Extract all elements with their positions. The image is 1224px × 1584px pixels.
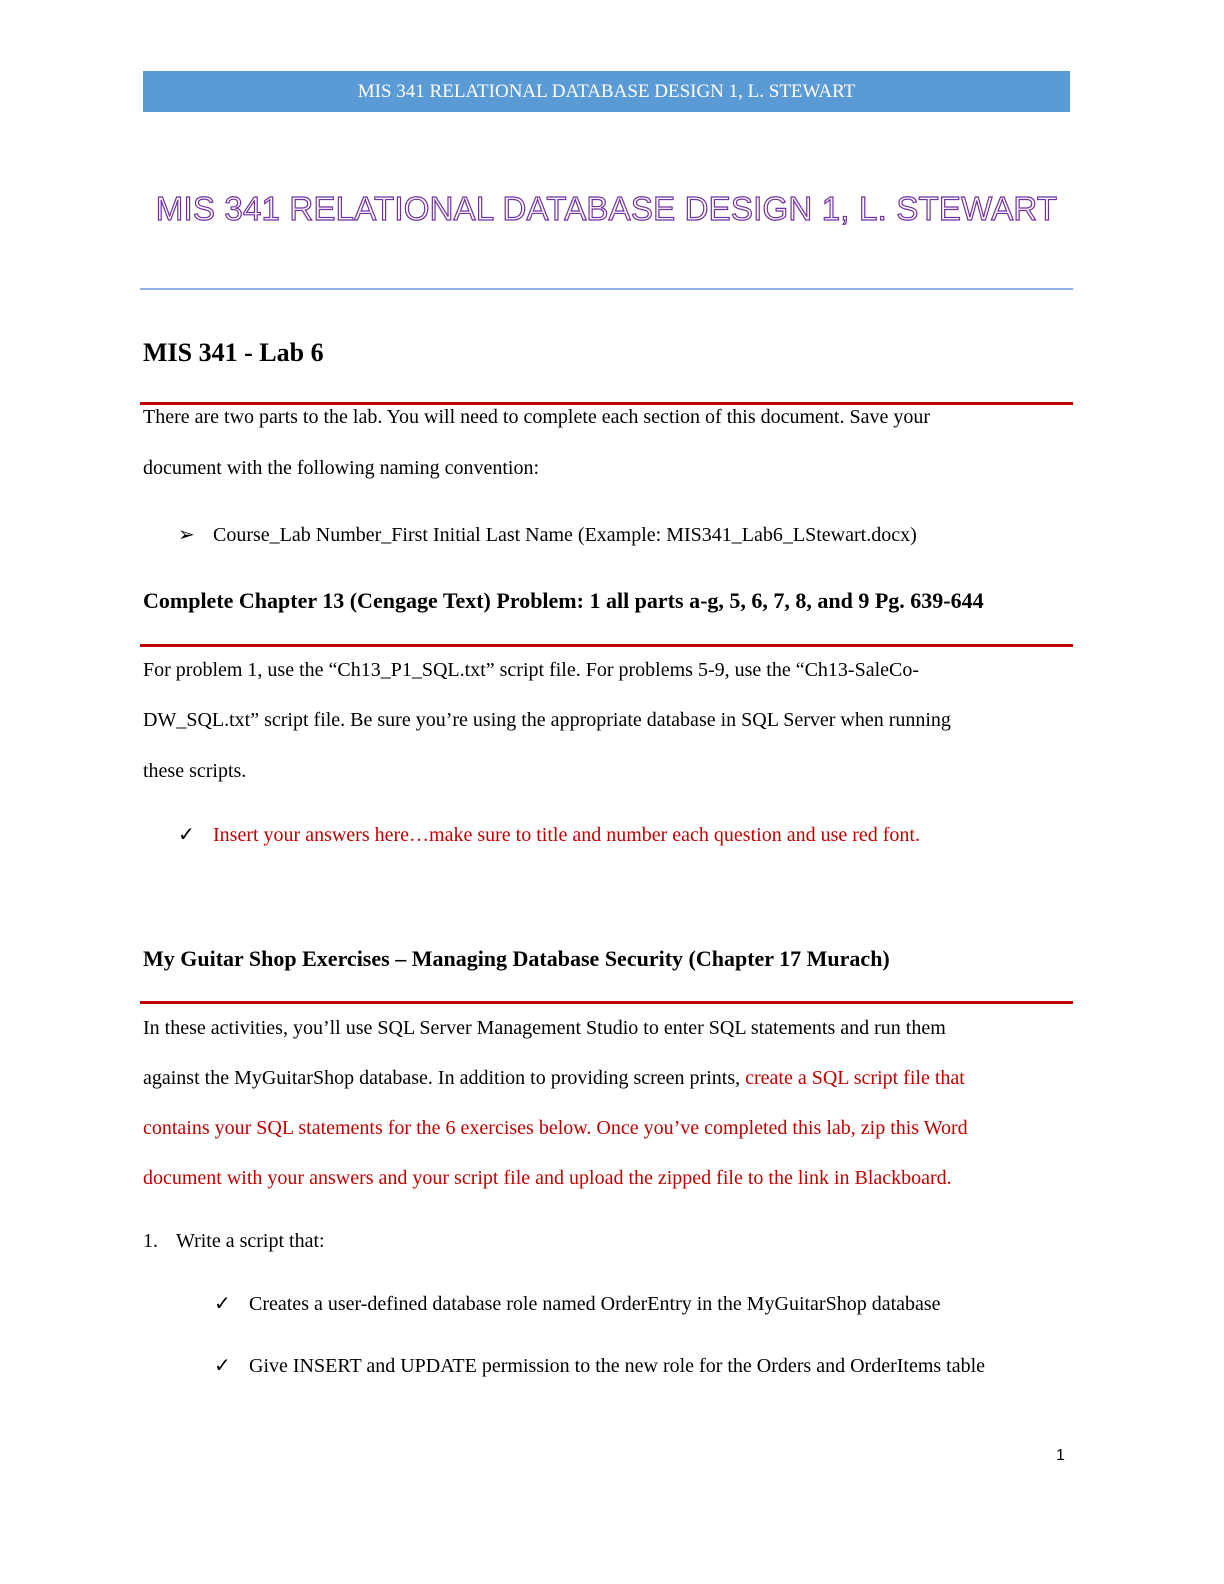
page-header-bar (143, 71, 1070, 112)
part2-line-1: In these activities, you’ll use SQL Server Management Studio to enter SQL statements and run them (143, 1017, 946, 1039)
exercise-1-text: Write a script that: (176, 1230, 325, 1252)
chapter13-heading: Complete Chapter 13 (Cengage Text) Problem: 1 all parts a-g, 5, 6, 7, 8, and 9 Pg. 639-644 (143, 588, 984, 613)
naming-bullet (178, 522, 917, 547)
part2-line-2-plain: against the MyGuitarShop database. In addition to providing screen prints, (143, 1067, 746, 1089)
part2-line-3: contains your SQL statements for the 6 exercises below. Once you’ve completed this lab, zip this Word (143, 1117, 968, 1139)
arrow-bullet-icon: ➢ (178, 524, 195, 546)
checkmark-icon: ✓ (178, 824, 195, 846)
chapter13-heading-rule (140, 644, 1073, 647)
intro-line-1: There are two parts to the lab. You will need to complete each section of this document. Save your (143, 406, 931, 428)
lab-heading-rule (140, 402, 1073, 405)
checkmark-icon: ✓ (214, 1293, 231, 1315)
exercise-1-sub-1 (214, 1291, 941, 1316)
naming-bullet-text: Course_Lab Number_First Initial Last Name (Example: MIS341_Lab6_LStewart.docx) (213, 524, 917, 546)
header-text: MIS 341 RELATIONAL DATABASE DESIGN 1, L. STEWART (357, 81, 856, 102)
intro-line-2: document with the following naming convention: (143, 457, 540, 479)
guitar-shop-heading: My Guitar Shop Exercises – Managing Database Security (Chapter 17 Murach) (143, 946, 890, 971)
exercise-1-number: 1. (143, 1230, 158, 1252)
exercise-1 (143, 1230, 325, 1253)
guitar-shop-heading-rule (140, 1001, 1073, 1004)
checkmark-icon: ✓ (214, 1355, 231, 1377)
page-number: 1 (1056, 1447, 1065, 1464)
part2-line-2 (143, 1067, 965, 1090)
part2-line-4: document with your answers and your script file and upload the zipped file to the link in Blackboard. (143, 1167, 952, 1189)
exercise-1-sub-2-text: Give INSERT and UPDATE permission to the new role for the Orders and OrderItems table (249, 1355, 986, 1377)
exercise-1-sub-2 (214, 1353, 985, 1378)
answer-prompt-bullet (178, 822, 920, 847)
part2-line-2-red: create a SQL script file that (745, 1067, 965, 1089)
exercise-1-sub-1-text: Creates a user-defined database role named OrderEntry in the MyGuitarShop database (249, 1293, 941, 1315)
part1-line-3: these scripts. (143, 760, 247, 782)
document-title: MIS 341 RELATIONAL DATABASE DESIGN 1, L. STEWART (155, 190, 1058, 227)
answer-prompt-text: Insert your answers here…make sure to title and number each question and use red font. (213, 824, 920, 846)
lab-heading: MIS 341 - Lab 6 (143, 338, 324, 367)
part1-line-1: For problem 1, use the “Ch13_P1_SQL.txt” script file. For problems 5-9, use the “Ch13-SaleCo- (143, 659, 920, 681)
part1-line-2: DW_SQL.txt” script file. Be sure you’re using the appropriate database in SQL Server when running (143, 709, 951, 731)
title-divider (140, 288, 1073, 290)
